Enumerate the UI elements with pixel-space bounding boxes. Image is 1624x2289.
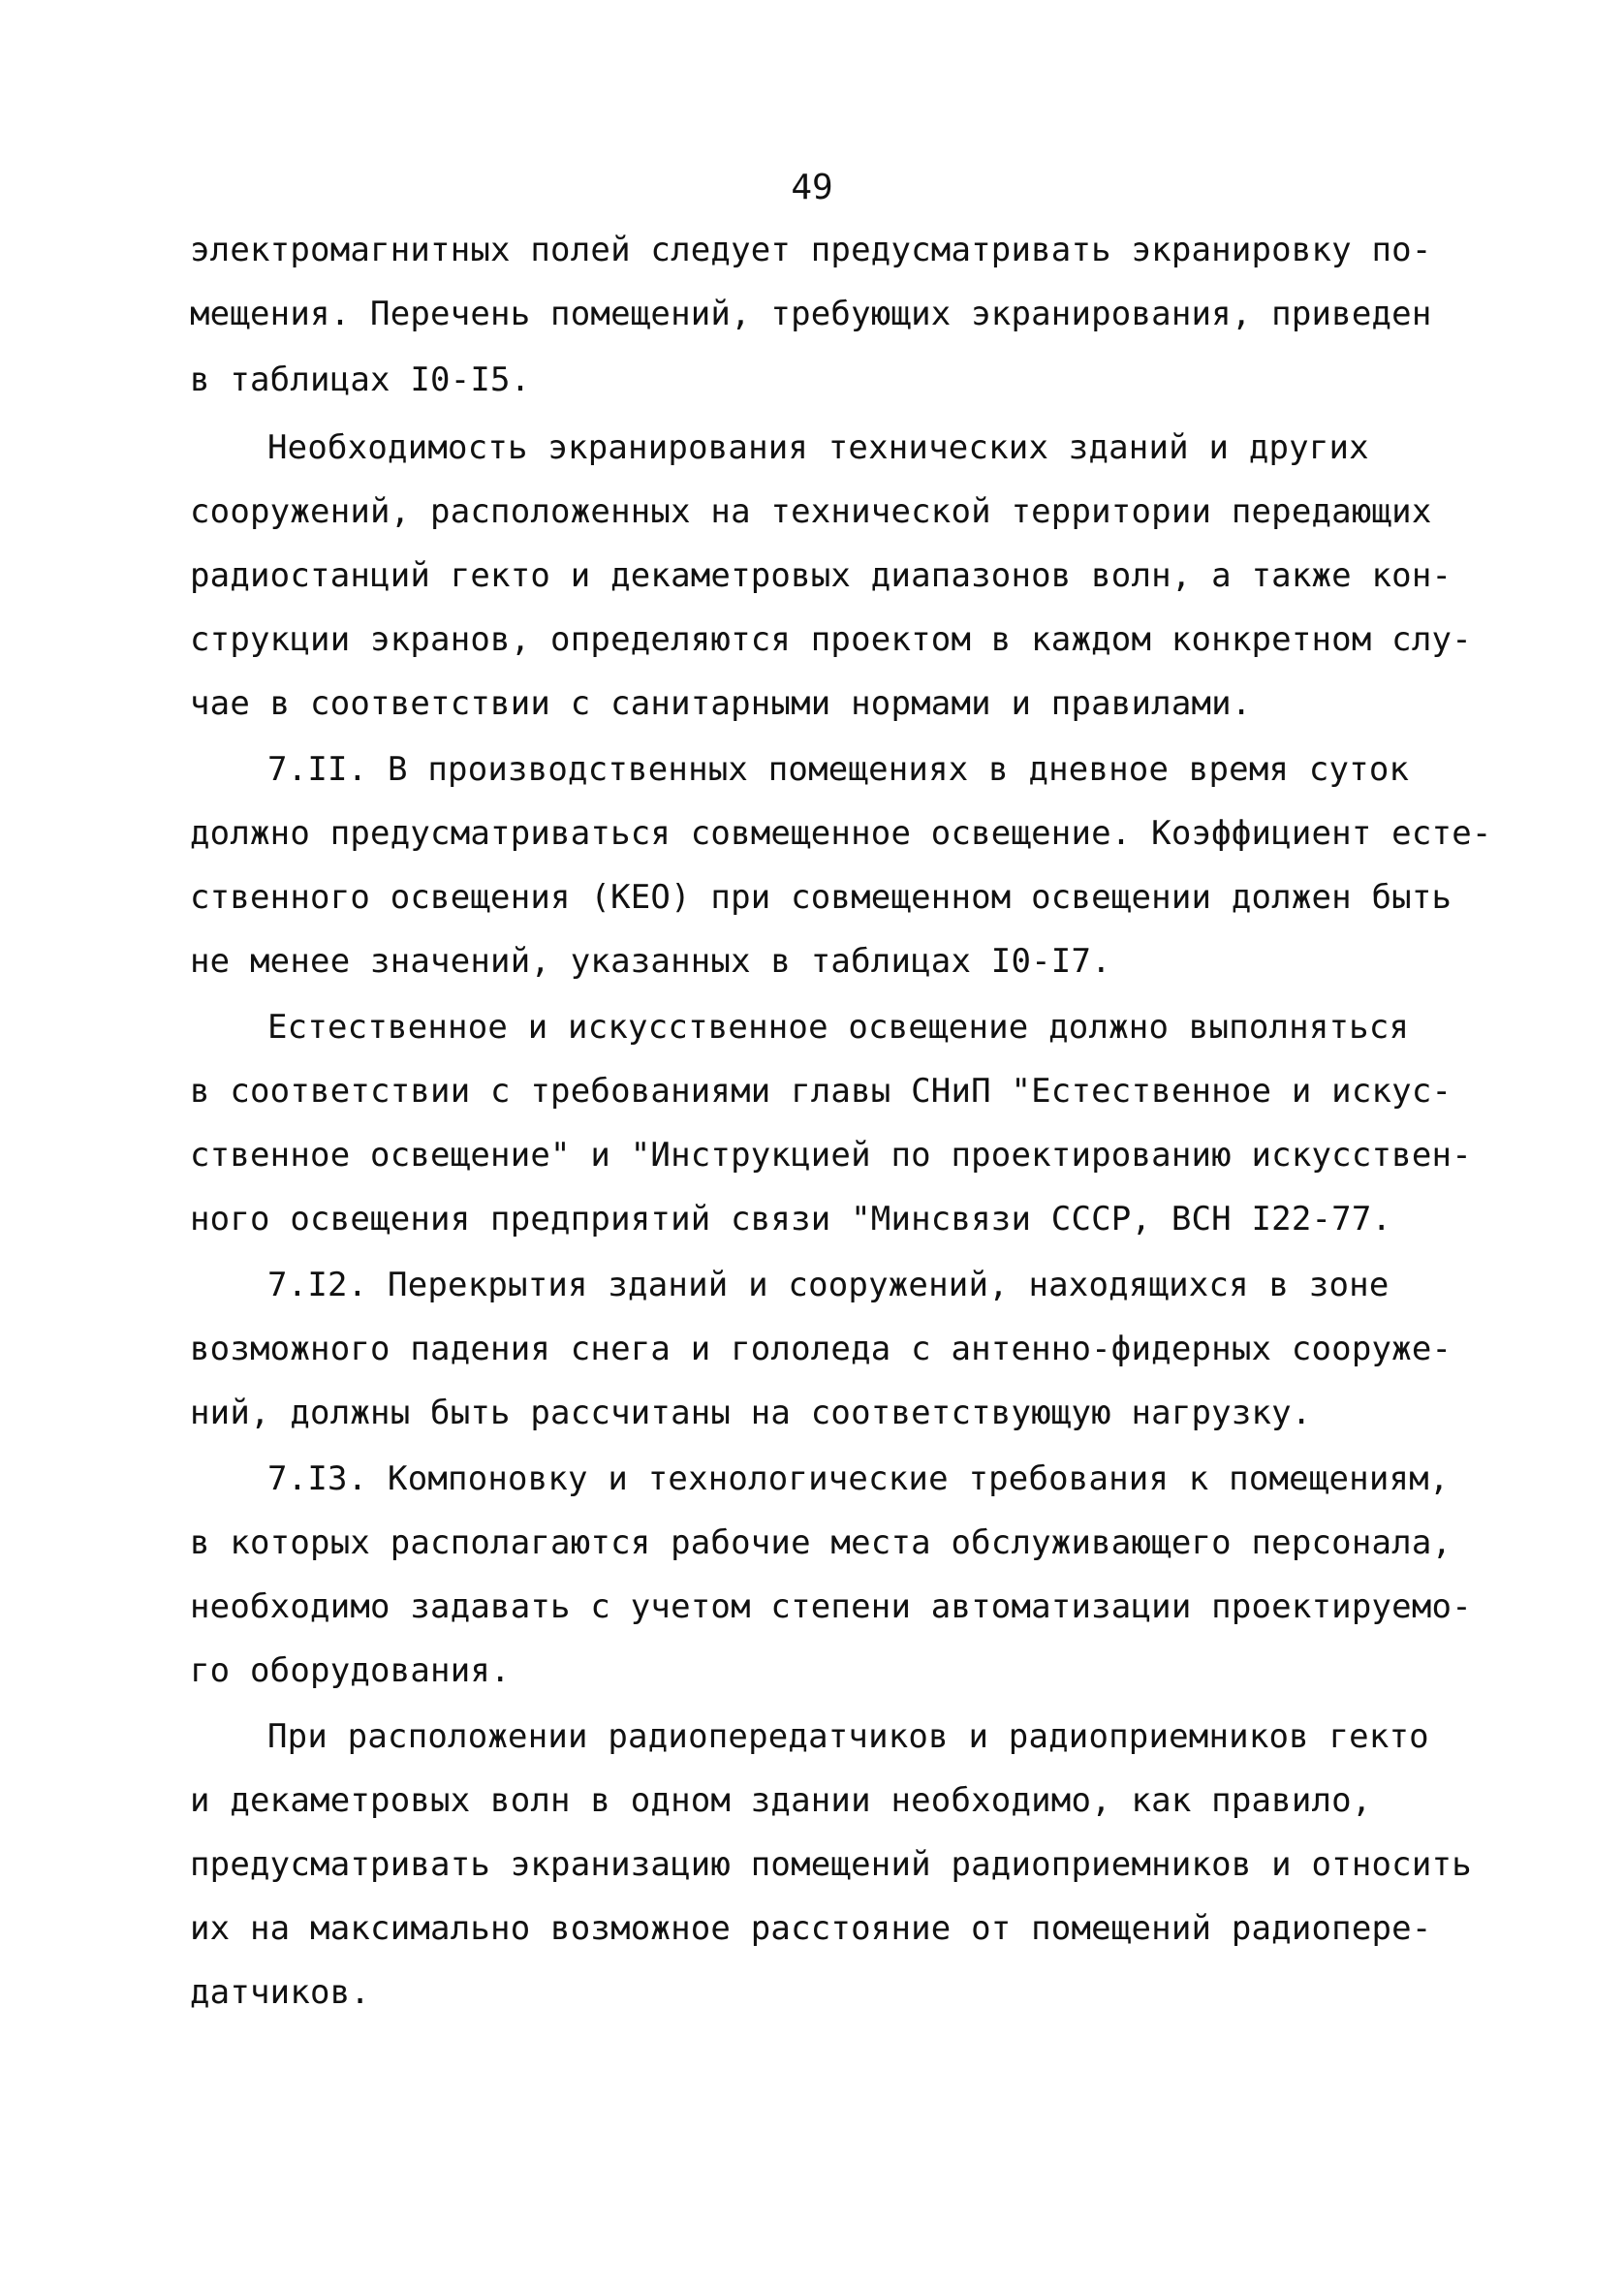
text-line: необходимо задавать с учетом степени автоматизации проектируемо-	[190, 1587, 1472, 1626]
paragraph-first-line: Естественное и искусственное освещение должно выполняться	[267, 1008, 1410, 1047]
text-line: предусматривать экранизацию помещений радиоприемников и относить	[190, 1845, 1472, 1884]
text-line: не менее значений, указанных в таблицах I0-I7.	[190, 942, 1111, 981]
section-line: 7.I3. Компоновку и технологические требования к помещениям,	[267, 1459, 1450, 1498]
text-line: ний, должны быть рассчитаны на соответствующую нагрузку.	[190, 1394, 1312, 1432]
text-line: струкции экранов, определяются проектом в каждом конкретном слу-	[190, 620, 1472, 659]
text-line: ственного освещения (КЕО) при совмещенном освещении должен быть	[190, 878, 1452, 917]
paragraph-first-line: При расположении радиопередатчиков и радиоприемников гекто	[267, 1717, 1429, 1756]
text-line: в соответствии с требованиями главы СНиП "Естественное и искус-	[190, 1072, 1452, 1111]
text-line: сооружений, расположенных на технической территории передающих	[190, 492, 1432, 531]
text-line: должно предусматриваться совмещенное освещение. Коэффициент есте-	[190, 814, 1492, 853]
text-line: ственное освещение" и "Инструкцией по проектированию искусствен-	[190, 1136, 1472, 1175]
text-line: в таблицах I0-I5.	[190, 361, 531, 399]
text-line: в которых располагаются рабочие места обслуживающего персонала,	[190, 1523, 1452, 1562]
text-line: электромагнитных полей следует предусматривать экранировку по-	[190, 231, 1432, 269]
page-number: 49	[791, 168, 833, 207]
text-line: мещения. Перечень помещений, требующих экранирования, приведен	[190, 295, 1432, 333]
text-line: радиостанций гекто и декаметровых диапазонов волн, а также кон-	[190, 556, 1452, 595]
text-line: возможного падения снега и гололеда с антенно-фидерных сооруже-	[190, 1330, 1452, 1368]
text-line: и декаметровых волн в одном здании необходимо, как правило,	[190, 1781, 1372, 1820]
text-line: ного освещения предприятий связи "Минсвязи СССР, ВСН I22-77.	[190, 1200, 1392, 1239]
paragraph-first-line: Необходимость экранирования технических зданий и других	[267, 428, 1369, 467]
text-line: их на максимально возможное расстояние от помещений радиопере-	[190, 1909, 1432, 1948]
text-line: чае в соответствии с санитарными нормами и правилами.	[190, 684, 1252, 723]
text-line: датчиков.	[190, 1973, 371, 2012]
section-line: 7.II. В производственных помещениях в дневное время суток	[267, 750, 1410, 789]
text-line: го оборудования.	[190, 1651, 511, 1690]
section-line: 7.I2. Перекрытия зданий и сооружений, находящихся в зоне	[267, 1266, 1390, 1304]
